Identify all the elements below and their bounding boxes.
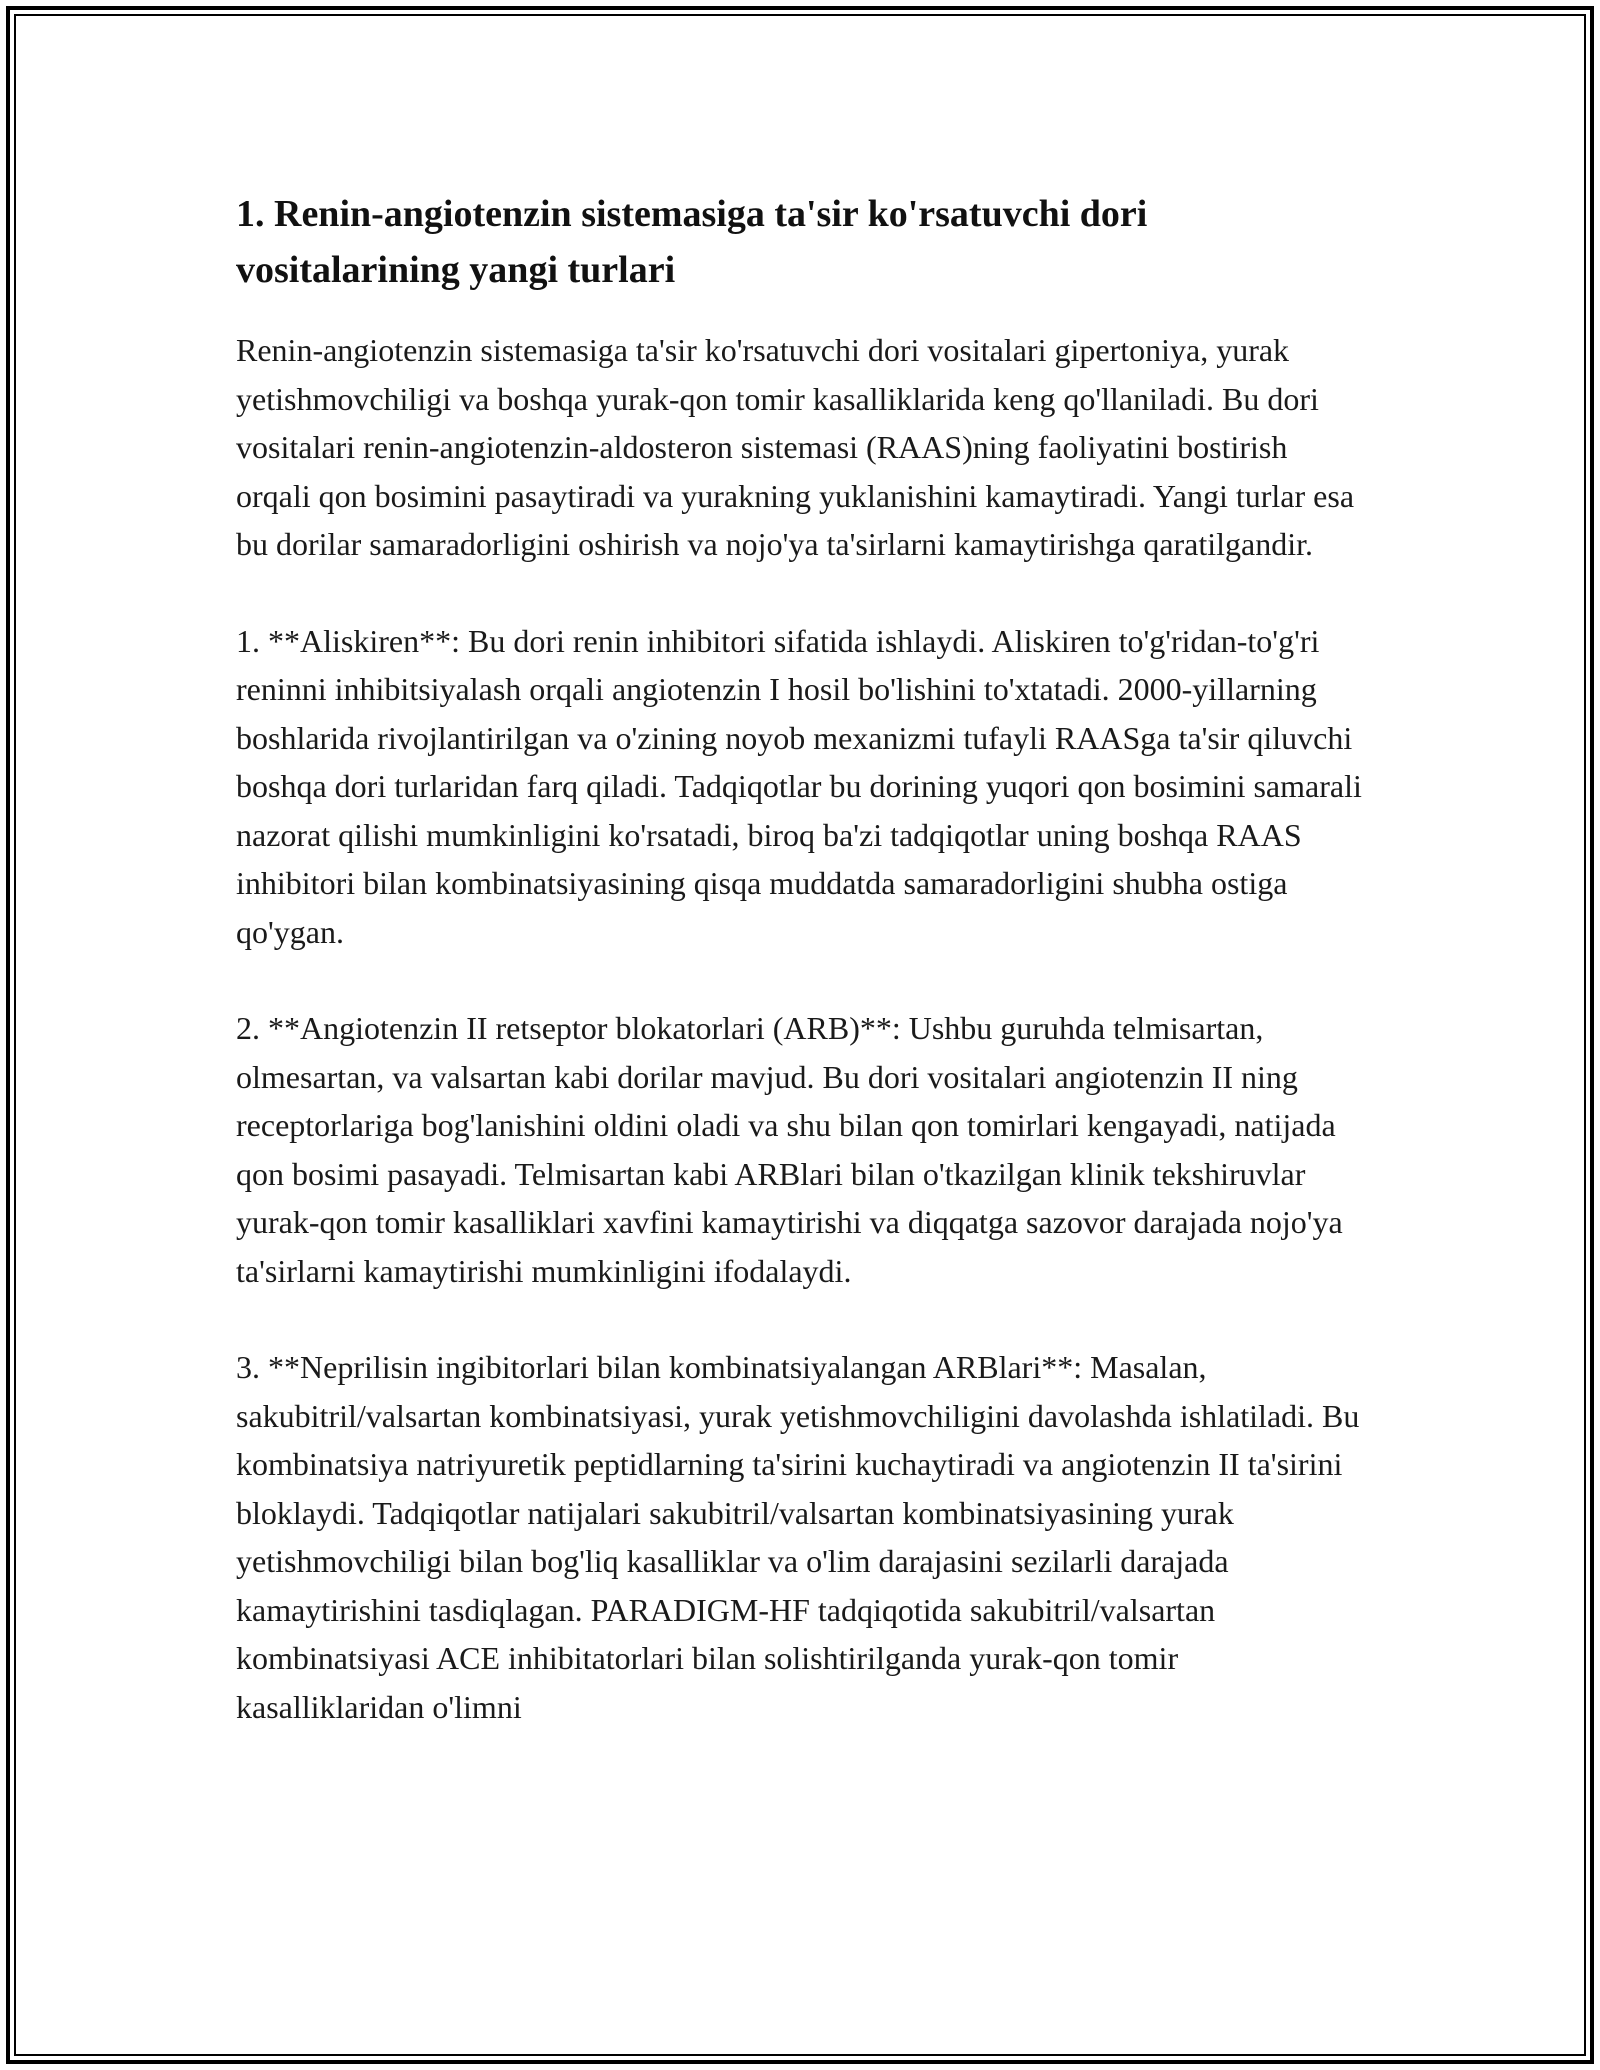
- intro-paragraph: Renin-angiotenzin sistemasiga ta'sir ko'rsatuvchi dori vositalari gipertoniya, yurak yetishmovchiligi va boshqa yurak-qon tomir kasalliklarida keng qo'llaniladi. Bu dori vositalari renin-angiotenzin-aldosteron sistemasi (RAAS)ning faoliyatini bostirish orqali qon bosimini pasaytiradi va yurakning yuklanishini kamaytiradi. Yangi turlar esa bu dorilar samaradorligini oshirish va nojo'ya ta'sirlarni kamaytirishga qaratilgandir.: [236, 332, 1355, 562]
- arb-paragraph: 2. **Angiotenzin II retseptor blokatorlari (ARB)**: Ushbu guruhda telmisartan, olmesartan, va valsartan kabi dorilar mavjud. Bu dori vositalari angiotenzin II ning receptorlariga bog'lanishini oldini oladi va shu bilan qon tomirlari kengayadi, natijada qon bosimi pasayadi. Telmisartan kabi ARBlari bilan o'tkazilgan klinik tekshiruvlar yurak-qon tomir kasalliklari xavfini kamaytirishi va diqqatga sazovor darajada nojo'ya ta'sirlarni kamaytirishi mumkinligini ifodalaydi.: [236, 1010, 1343, 1289]
- neprilysin-arb-paragraph: 3. **Neprilisin ingibitorlari bilan kombinatsiyalangan ARBlari**: Masalan, sakubitril/valsartan kombinatsiyasi, yurak yetishmovchiligini davolashda ishlatiladi. Bu kombinatsiya natriyuretik peptidlarning ta'sirini kuchaytiradi va angiotenzin II ta'sirini bloklaydi. Tadqiqotlar natijalari sakubitril/valsartan kombinatsiyasining yurak yetishmovchiligi bilan bog'liq kasalliklar va o'lim darajasini sezilarli darajada kamaytirishini tasdiqlagan. PARADIGM-HF tadqiqotida sakubitril/valsartan kombinatsiyasi ACE inhibitatorlari bilan solishtirilganda yurak-qon tomir kasalliklaridan o'limni: [236, 1349, 1360, 1725]
- document-title: 1. Renin-angiotenzin sistemasiga ta'sir ko'rsatuvchi dori vositalarining yangi turlari: [236, 193, 1148, 291]
- document-body: [236, 186, 1366, 1731]
- aliskiren-paragraph: 1. **Aliskiren**: Bu dori renin inhibitori sifatida ishlaydi. Aliskiren to'g'ridan-to'g'ri reninni inhibitsiyalash orqali angiotenzin I hosil bo'lishini to'xtatadi. 2000-yillarning boshlarida rivojlantirilgan va o'zining noyob mexanizmi tufayli RAASga ta'sir qiluvchi boshqa dori turlaridan farq qiladi. Tadqiqotlar bu dorining yuqori qon bosimini samarali nazorat qilishi mumkinligini ko'rsatadi, biroq ba'zi tadqiqotlar uning boshqa RAAS inhibitori bilan kombinatsiyasining qisqa muddatda samaradorligini shubha ostiga qo'ygan.: [236, 622, 1362, 950]
